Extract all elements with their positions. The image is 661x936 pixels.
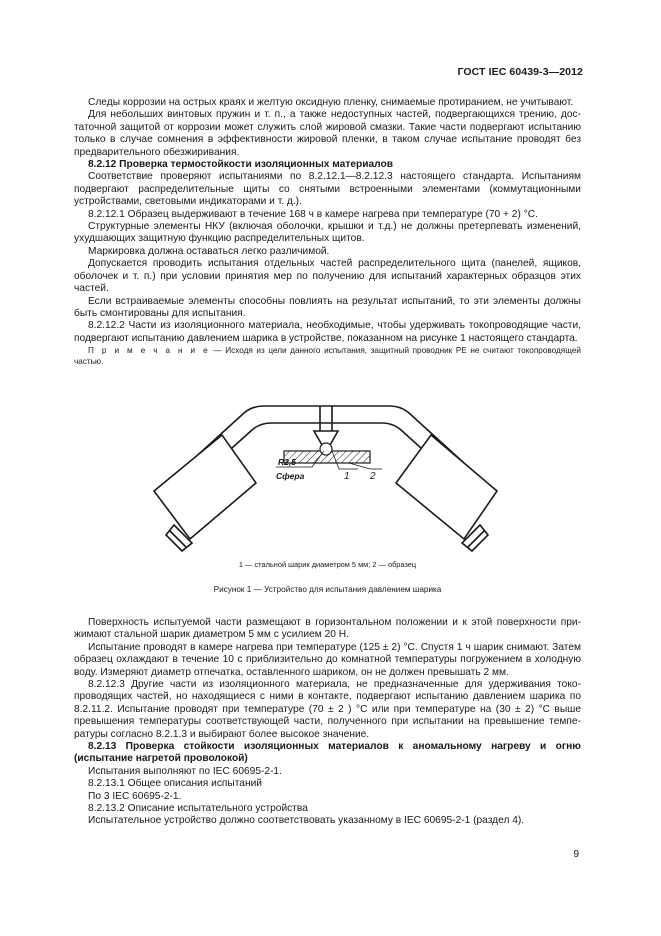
section-heading: 8.2.13 Проверка стойкости изоляционных материалов к аномальному нагреву и огню (испытание нагретой проволокой) (74, 741, 581, 765)
note (74, 345, 581, 367)
figure-legend: 1 — стальной шарик диаметром 5 мм; 2 — образец (238, 560, 417, 570)
figure-1 (74, 373, 581, 553)
top-paragraphs (74, 97, 581, 345)
paragraph: Испытание проводят в камере нагрева при температуре (125 ± 2) °С. Спустя 1 ч шарик снимают. Затем образец охлаждают в течение 10 с приблизительно до комнатной температуры погружением в холодную воду. Измеряют диаметр отпечатка, оставленного шариком, он не должен превышать 2 мм. (74, 641, 581, 678)
document-header: ГОСТ IEC 60439-3—2012 (457, 66, 583, 78)
note-label: П р и м е ч а н и е (88, 346, 210, 356)
paragraph: Маркировка должна оставаться легко различимой. (88, 245, 330, 257)
label-2: 2 (370, 471, 376, 483)
ball-pressure-apparatus-drawing (134, 373, 534, 553)
section-heading: 8.2.12 Проверка термостойкости изоляционных материалов (88, 159, 393, 171)
paragraph: Если встраиваемые элементы способны повлиять на результат испытаний, то эти элементы должны быть смонтированы для испытания. (74, 295, 581, 319)
paragraph: 8.2.12.2 Части из изоляционного материала, необходимые, чтобы удерживать токопроводящие части, подвергают испытанию давлением шарика в устройстве, показанном на рисунке 1 настоящего стандарта. (74, 320, 581, 344)
steel-ball (320, 443, 332, 455)
label-sphere: Сфера (276, 471, 305, 482)
figure-caption: Рисунок 1 — Устройство для испытания давлением шарика (213, 584, 442, 594)
paragraph: Допускается проводить испытания отдельных частей распределительного щита (панелей, ящиков, оболочек и т. п.) при условии принятия мер по получению для испытаний характерных образцов этих частей. (74, 258, 581, 295)
paragraph: Испытательное устройство должно соответствовать указанному в IEC 60695-2-1 (раздел 4). (88, 815, 525, 827)
paragraph: Испытания выполняют по IEC 60695-2-1. (88, 765, 282, 777)
paragraph: Поверхность испытуемой части размещают в горизонтальном положении и к этой поверхности прижимают стальной шарик диаметром 5 мм с усилием 20 Н. (74, 616, 581, 641)
document-body (74, 97, 581, 828)
label-radius: R2,5 (278, 457, 296, 468)
page-number: 9 (573, 849, 579, 860)
note-text: — Исходя из цели данного испытания, защитный проводник PE не считают токопроводящей частью. (74, 346, 582, 367)
paragraph: Для небольших винтовых пружин и т. п., а также недоступных частей, подвергающихся трению, достаточной защитой от коррозии может служить слой жировой смазки. Такие части подвергают испытанию только в случае сомнения в эффективности жировой пленки, в таком случае испытание проводят без предварительного обезжиривания. (74, 109, 581, 158)
paragraph: 8.2.13.1 Общее описания испытаний (88, 778, 262, 790)
paragraph: 8.2.12.3 Другие части из изоляционного материала, не предназначенные для удерживания токопроводящих частей, но находящиеся с ними в контакте, подвергают испытанию давлением шарика по 8.2.11.2. Испытание проводят при температуре (70 ± 2 ) °С или при температуре на (30 ± 2) °С выше превышения температуры соответствующей части, полученного при испытании на превышение температуры согласно 8.2.1.3 и выбирают более высокое значение. (74, 678, 581, 740)
paragraph: По 3 IEC 60695-2-1. (88, 790, 182, 802)
label-1: 1 (344, 471, 350, 483)
paragraph: 8.2.13.2 Описание испытательного устройства (88, 803, 308, 815)
paragraph: Структурные элементы НКУ (включая оболочки, крышки и т.д.) не должны претерпевать изменений, ухудшающих защитную функцию распределительных щитов. (74, 221, 581, 245)
paragraph: Следы коррозии на острых краях и желтую оксидную пленку, снимаемые протиранием, не учитывают. (88, 97, 574, 108)
paragraph: 8.2.12.1 Образец выдерживают в течение 168 ч в камере нагрева при температуре (70 + 2) °С. (88, 208, 538, 220)
paragraph: Соответствие проверяют испытаниями по 8.2.12.1—8.2.12.3 настоящего стандарта. Испытаниям подвергают распределительные щиты со снятыми встроенными элементами (коммутационными устройствами, световыми индикаторами и т. д.). (74, 171, 581, 208)
bottom-paragraphs (74, 617, 581, 828)
